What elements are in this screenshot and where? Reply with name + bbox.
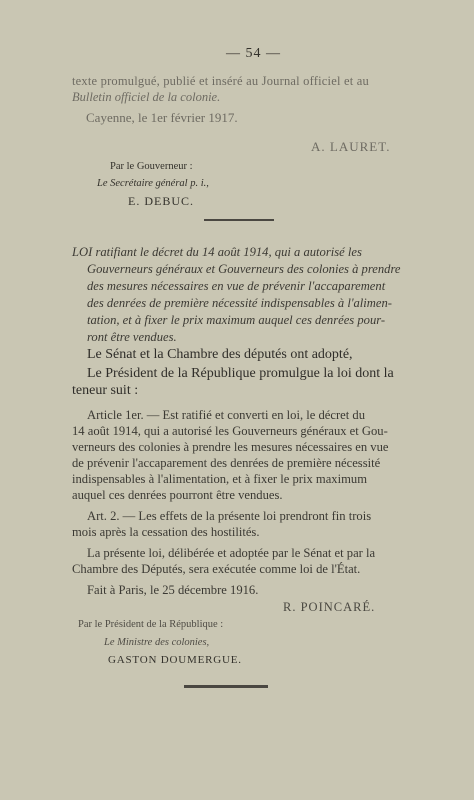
secretary-name: E. DEBUC. — [128, 194, 194, 208]
law-title-line: des mesures nécessaires en vue de prévenir l'accaparement — [87, 279, 386, 293]
separator-rule-2 — [184, 685, 268, 688]
minister-role: Le Ministre des colonies, — [104, 637, 210, 648]
governor-by-line: Par le Gouverneur : — [110, 161, 193, 172]
law-title-line: ront être vendues. — [87, 330, 177, 344]
intro-line-2: Bulletin officiel de la colonie. — [72, 90, 221, 104]
law-title-line: Gouverneurs généraux et Gouverneurs des colonies à prendre — [87, 262, 401, 276]
article-1-line: de prévenir l'accaparement des denrées de première nécessité — [72, 456, 381, 470]
closing-line: Chambre des Députés, sera exécutée comme loi de l'État. — [72, 562, 361, 576]
preamble-line-3: teneur suit : — [72, 383, 139, 398]
law-title-line: des denrées de première nécessité indispensables à l'alimen- — [87, 296, 392, 310]
separator-rule-1 — [204, 219, 274, 221]
place-date-cayenne: Cayenne, le 1er février 1917. — [86, 110, 238, 125]
page-number: — 54 — — [226, 46, 281, 61]
article-2-line: Art. 2. — Les effets de la présente loi prendront fin trois — [87, 509, 372, 523]
article-1-line: Article 1er. — Est ratifié et converti en loi, le décret du — [87, 408, 366, 422]
article-1-line: 14 août 1914, qui a autorisé les Gouverneurs généraux et Gou- — [72, 424, 388, 438]
law-title-line: tation, et à fixer le prix maximum auquel ces denrées pour- — [87, 313, 386, 327]
law-title-line: LOI ratifiant le décret du 14 août 1914, qui a autorisé les — [72, 245, 362, 259]
article-1-line: indispensables à l'alimentation, et à fixer le prix maximum — [72, 472, 367, 486]
article-2-line: mois après la cessation des hostilités. — [72, 525, 260, 539]
preamble-line-1: Le Sénat et la Chambre des députés ont adopté, — [87, 347, 353, 362]
minister-by-line: Par le Président de la République : — [78, 619, 224, 630]
closing-line: La présente loi, délibérée et adoptée par le Sénat et par la — [87, 546, 376, 560]
intro-line-1: texte promulgué, publié et inséré au Journal officiel et au — [72, 74, 369, 88]
signatory-lauret: A. LAURET. — [311, 139, 391, 154]
president-signature: R. POINCARÉ. — [283, 600, 376, 614]
minister-name: GASTON DOUMERGUE. — [108, 654, 242, 666]
preamble-line-2: Le Président de la République promulgue la loi dont la — [87, 366, 394, 381]
secretary-role: Le Secrétaire général p. i., — [97, 178, 209, 189]
article-1-line: verneurs des colonies à prendre les mesures nécessaires en vue — [72, 440, 389, 454]
article-1-line: auquel ces denrées pourront être vendues. — [72, 488, 283, 502]
date-line-paris: Fait à Paris, le 25 décembre 1916. — [87, 583, 259, 597]
